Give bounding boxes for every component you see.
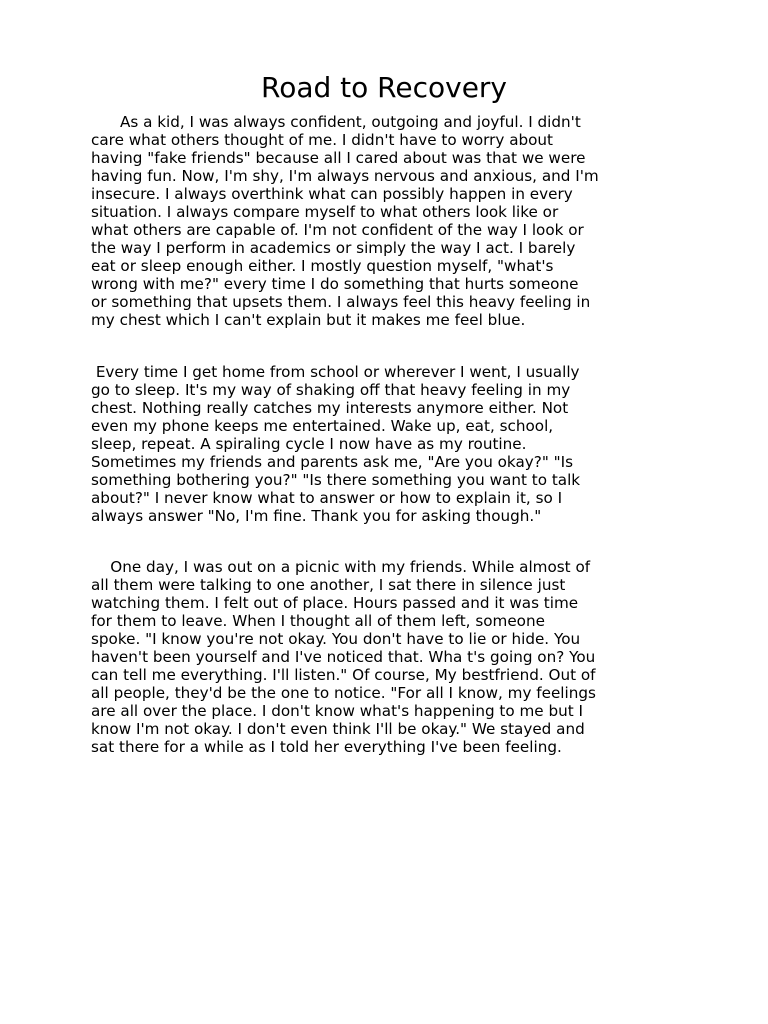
text-line: As a kid, I was always confident, outgoing and joyful. I didn't bbox=[91, 113, 581, 131]
text-line: wrong with me?" every time I do something that hurts someone bbox=[91, 275, 579, 293]
text-line: for them to leave. When I thought all of them left, someone bbox=[91, 612, 545, 630]
text-line: chest. Nothing really catches my interests anymore either. Not bbox=[91, 399, 569, 417]
text-line: sat there for a while as I told her everything I've been feeling. bbox=[91, 738, 562, 756]
text-line: know I'm not okay. I don't even think I'll be okay." We stayed and bbox=[91, 720, 585, 738]
text-line: sleep, repeat. A spiraling cycle I now have as my routine. bbox=[91, 435, 527, 453]
text-line: the way I perform in academics or simply the way I act. I barely bbox=[91, 239, 576, 257]
text-line: haven't been yourself and I've noticed that. Wha t's going on? You bbox=[91, 648, 596, 666]
text-line: even my phone keeps me entertained. Wake up, eat, school, bbox=[91, 417, 554, 435]
paragraph-1 bbox=[91, 113, 691, 329]
text-line: situation. I always compare myself to what others look like or bbox=[91, 203, 559, 221]
text-line: or something that upsets them. I always feel this heavy feeling in bbox=[91, 293, 591, 311]
text-line: what others are capable of. I'm not confident of the way I look or bbox=[91, 221, 584, 239]
text-line: insecure. I always overthink what can possibly happen in every bbox=[91, 185, 573, 203]
text-line: something bothering you?" "Is there something you want to talk bbox=[91, 471, 581, 489]
text-line: One day, I was out on a picnic with my friends. While almost of bbox=[91, 558, 591, 576]
text-line: having "fake friends" because all I cared about was that we were bbox=[91, 149, 586, 167]
text-line: Every time I get home from school or wherever I went, I usually bbox=[91, 363, 580, 381]
text-line: always answer "No, I'm fine. Thank you for asking though." bbox=[91, 507, 542, 525]
text-line: watching them. I felt out of place. Hours passed and it was time bbox=[91, 594, 579, 612]
text-line: Sometimes my friends and parents ask me, "Are you okay?" "Is bbox=[91, 453, 574, 471]
text-line: having fun. Now, I'm shy, I'm always nervous and anxious, and I'm bbox=[91, 167, 599, 185]
paragraph-2 bbox=[91, 363, 691, 525]
text-line: my chest which I can't explain but it makes me feel blue. bbox=[91, 311, 526, 329]
text-line: all people, they'd be the one to notice. "For all I know, my feelings bbox=[91, 684, 596, 702]
text-line: are all over the place. I don't know what's happening to me but I bbox=[91, 702, 583, 720]
document-title: Road to Recovery bbox=[261, 71, 507, 104]
text-line: care what others thought of me. I didn't have to worry about bbox=[91, 131, 554, 149]
text-line: spoke. "I know you're not okay. You don't have to lie or hide. You bbox=[91, 630, 581, 648]
text-line: can tell me everything. I'll listen." Of course, My bestfriend. Out of bbox=[91, 666, 596, 684]
text-line: about?" I never know what to answer or how to explain it, so I bbox=[91, 489, 563, 507]
text-line: go to sleep. It's my way of shaking off that heavy feeling in my bbox=[91, 381, 571, 399]
paragraph-3 bbox=[91, 558, 691, 756]
text-line: eat or sleep enough either. I mostly question myself, "what's bbox=[91, 257, 554, 275]
text-line: all them were talking to one another, I sat there in silence just bbox=[91, 576, 566, 594]
